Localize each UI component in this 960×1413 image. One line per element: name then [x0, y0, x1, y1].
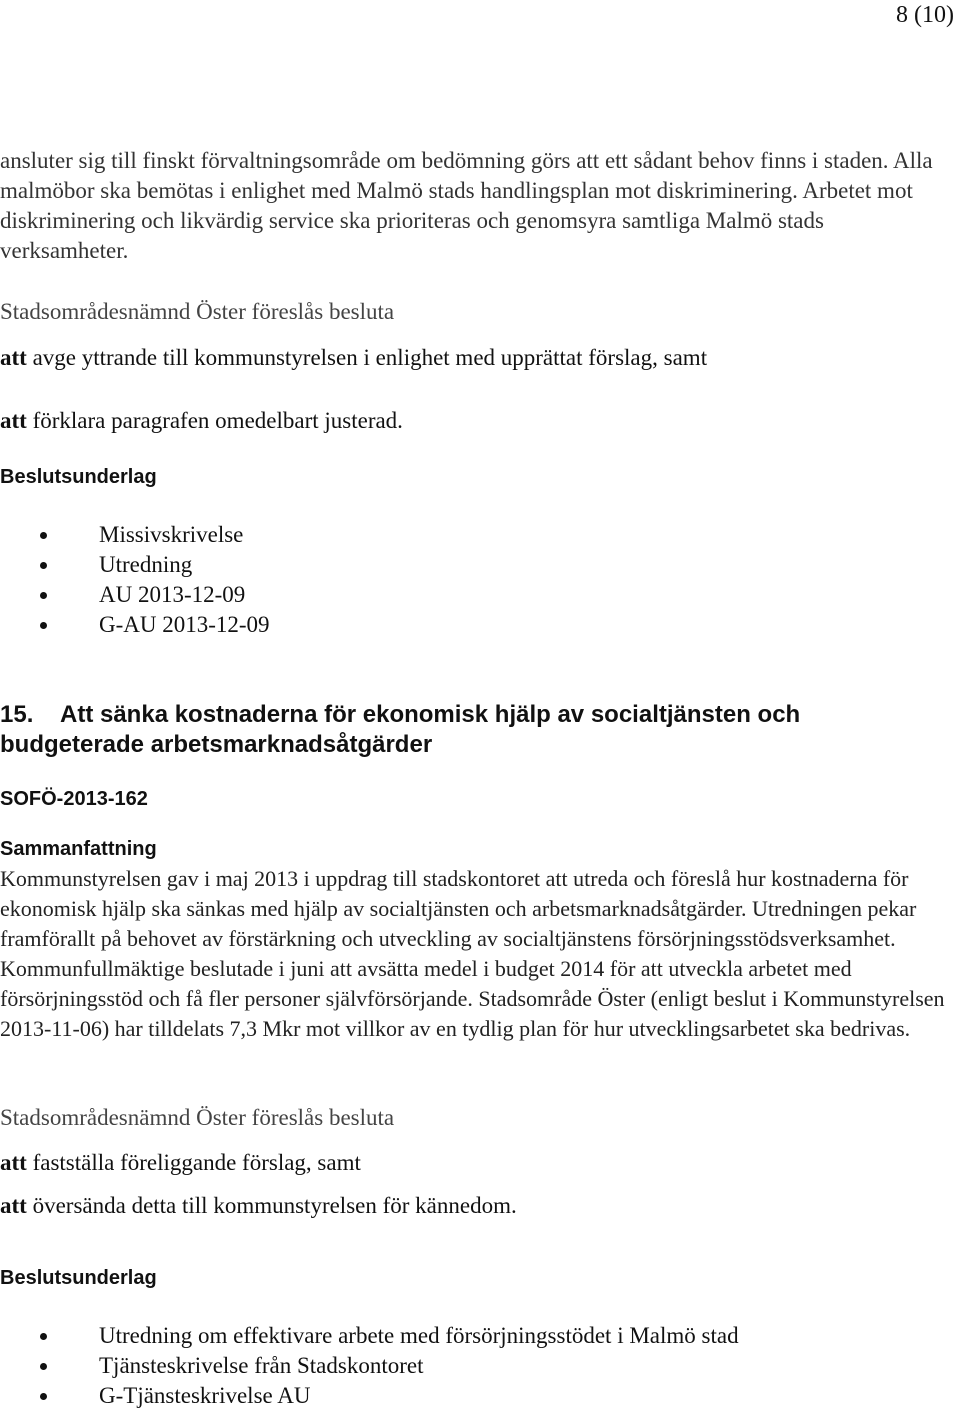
section-number: 15.	[0, 701, 34, 728]
proposal-lead: Stadsområdesnämnd Öster föreslås besluta	[0, 1105, 395, 1130]
bullet-icon	[40, 562, 47, 569]
bullet-icon	[40, 1333, 47, 1340]
list-item-label: G-AU 2013-12-09	[99, 612, 270, 637]
list-item-label: Utredning	[99, 552, 193, 577]
decision-item	[0, 1191, 517, 1221]
decision-item	[0, 343, 707, 373]
proposal-lead: Stadsområdesnämnd Öster föreslås besluta	[0, 299, 395, 324]
decision-keyword: att	[0, 1150, 27, 1175]
bullet-icon	[40, 532, 47, 539]
decision-item	[0, 406, 403, 436]
decision-text: översända detta till kommunstyrelsen för kännedom.	[26, 1193, 517, 1218]
bullet-icon	[40, 1363, 47, 1370]
bullet-icon	[40, 1393, 47, 1400]
decision-text: avge yttrande till kommunstyrelsen i enlighet med upprättat förslag, samt	[26, 345, 708, 370]
bullet-icon	[40, 592, 47, 599]
section-title-line: budgeterade arbetsmarknadsåtgärder	[0, 731, 433, 758]
list-item-label: Utredning om effektivare arbete med försörjningsstödet i Malmö stad	[99, 1323, 739, 1348]
basis-heading: Beslutsunderlag	[0, 1267, 157, 1289]
section-title-text: Att sänka kostnaderna för ekonomisk hjälp av socialtjänsten och	[60, 701, 801, 728]
section-title	[0, 700, 948, 760]
intro-paragraph: ansluter sig till finskt förvaltningsområde om bedömning görs att ett sådant behov finns i staden. Alla malmöbor ska bemötas i enlighet med Malmö stads handlingsplan mot diskriminering. Arbetet mot diskriminering och likvärdig service ska prioriteras och genomsyra samtliga Malmö stads verksamheter.	[0, 148, 933, 263]
list-item-label: G-Tjänsteskrivelse AU	[99, 1383, 311, 1408]
decision-keyword: att	[0, 345, 27, 370]
decision-text: fastställa föreliggande förslag, samt	[26, 1150, 361, 1175]
list-item-label: AU 2013-12-09	[99, 582, 246, 607]
decision-keyword: att	[0, 1193, 27, 1218]
summary-paragraph: Kommunstyrelsen gav i maj 2013 i uppdrag till stadskontoret att utreda och föreslå hur kostnaderna för ekonomisk hjälp ska sänkas med hjälp av socialtjänsten och arbetsmarknadsåtgärder. Utredningen pekar framförallt på behovet av förstärkning och utveckling av socialtjänstens försörjningsstödsverksamhet. Kommunfullmäktige beslutade i juni att avsätta medel i budget 2014 för att utveckla arbetet med försörjningsstöd och få fler personer självförsörjande. Stadsområde Öster (enligt beslut i Kommunstyrelsen 2013-11-06) har tilldelats 7,3 Mkr mot villkor av en tydlig plan för hur utvecklingsarbetet ska bedrivas.	[0, 866, 945, 1041]
list-item-label: Tjänsteskrivelse från Stadskontoret	[99, 1353, 424, 1378]
decision-keyword: att	[0, 408, 27, 433]
page-number: 8 (10)	[896, 2, 954, 28]
case-id: SOFÖ-2013-162	[0, 788, 148, 810]
decision-text: förklara paragrafen omedelbart justerad.	[26, 408, 403, 433]
summary-heading: Sammanfattning	[0, 838, 157, 860]
section-title-line	[0, 700, 948, 730]
decision-item	[0, 1148, 361, 1178]
basis-heading: Beslutsunderlag	[0, 466, 157, 488]
list-item-label: Missivskrivelse	[99, 522, 244, 547]
bullet-icon	[40, 622, 47, 629]
